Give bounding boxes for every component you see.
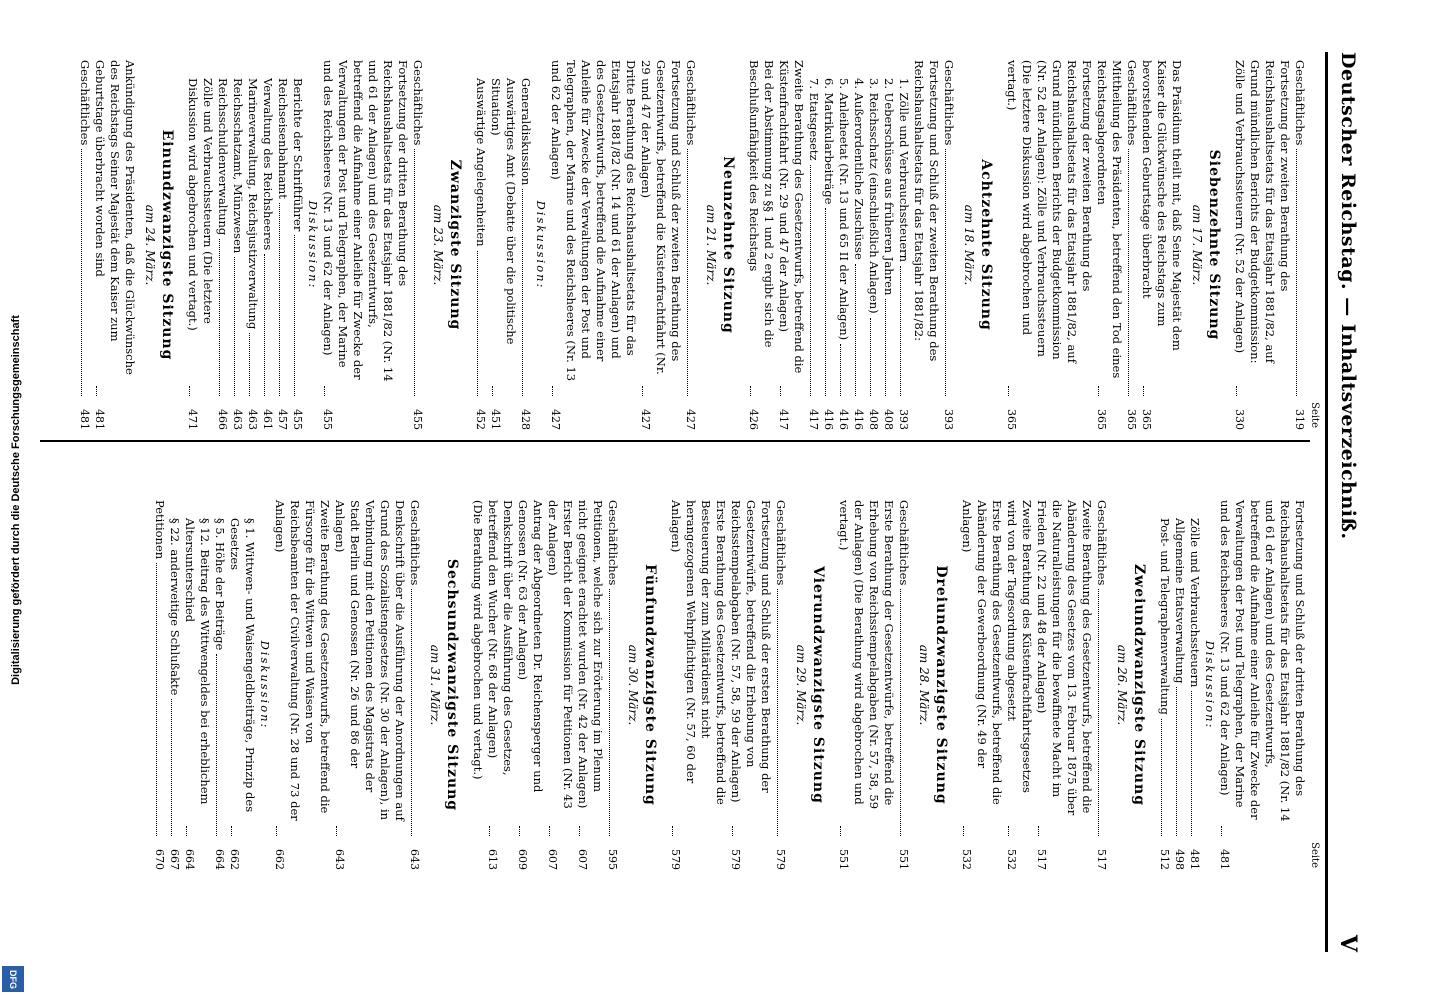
- toc-page-number: 393: [942, 409, 955, 430]
- session-date: am 23. März.: [431, 204, 445, 286]
- toc-entry: [245, 60, 260, 430]
- leader-dots: [276, 826, 277, 836]
- leader-dots: [189, 386, 190, 396]
- toc-entry-text: Zweite Berathung des Gesetzentwurfs, betreffend die Abänderung des Gesetzes vom 13. Februar 1875 über die Naturalleistungen für die bewaffnete Macht im Frieden (Nr. 22 und 48 der Anlagen): [1035, 500, 1094, 816]
- toc-entry: [533, 60, 548, 430]
- toc-page-number: 498: [1173, 849, 1186, 870]
- toc-page-number: 643: [333, 849, 346, 870]
- session-heading: [428, 500, 460, 870]
- toc-entry: [488, 60, 518, 430]
- toc-entry: [272, 500, 332, 870]
- toc-entry-text: Fortsetzung und Schluß der zweiten Berathung des Reichshaushaltsetats für das Etatsjahr 1881/82:: [912, 60, 941, 362]
- toc-entry: [227, 500, 257, 870]
- toc-entry: [806, 60, 821, 430]
- toc-entry-text: Zweite Berathung des Gesetzentwurfs, betreffend die Küstenfrachtfahrt (Nr. 29 und 47 der Anlagen): [777, 60, 806, 374]
- page-header: [1328, 52, 1368, 952]
- leader-dots: [1161, 719, 1162, 836]
- toc-page-number: 461: [261, 409, 274, 430]
- toc-entry: [332, 500, 407, 870]
- toc-page-number: 452: [474, 409, 487, 430]
- leader-dots: [216, 654, 217, 836]
- toc-page-number: 643: [408, 849, 421, 870]
- toc-entry: [320, 60, 410, 430]
- leader-dots: [492, 386, 493, 396]
- toc-entry: [473, 60, 488, 430]
- toc-page-number: 408: [867, 409, 880, 430]
- leader-dots: [552, 386, 553, 396]
- leader-dots: [1296, 149, 1297, 396]
- toc-page-number: 481: [78, 409, 91, 430]
- toc-entry: [575, 500, 605, 870]
- leader-dots: [642, 386, 643, 396]
- toc-entry-text: Geschäftliches: [78, 60, 92, 146]
- toc-entry: [182, 500, 212, 870]
- toc-entry-text: Antrag der Abgeordneten Dr. Reichensperger und Genossen (Nr. 63 der Anlagen): [516, 500, 545, 793]
- session-date: am 31. März.: [428, 644, 442, 726]
- toc-entry: [1034, 500, 1094, 870]
- header-title: Deutscher Reichstag. — Inhaltsverzeichniß.: [1337, 52, 1359, 540]
- toc-entry: [485, 500, 515, 870]
- toc-entry-text: Fortsetzung und Schluß der zweiten Berathung des Gesetzentwurfs, betreffend die Küstenfrachtfahrt (Nr. 29 und 47 der Anlagen): [639, 60, 683, 375]
- toc-entry: [1004, 60, 1094, 430]
- session-heading: [431, 60, 463, 430]
- toc-entry: [668, 500, 728, 870]
- toc-entry: [959, 500, 1004, 870]
- session-heading: [704, 60, 736, 430]
- toc-entry: [407, 500, 422, 870]
- session-date: am 21. März.: [704, 204, 718, 286]
- toc-entry-text: Geschäftliches: [897, 500, 911, 586]
- toc-entry: [92, 60, 137, 430]
- toc-page-number: 466: [216, 409, 229, 430]
- session-heading: [1190, 60, 1222, 430]
- toc-entry-text: Zölle und Verbrauchssteuern: [1188, 518, 1202, 688]
- toc-page-number: 667: [168, 849, 181, 870]
- leader-dots: [1098, 589, 1099, 836]
- toc-entry: [185, 60, 215, 430]
- toc-page-number: 551: [837, 849, 850, 870]
- toc-page-number: 670: [153, 849, 166, 870]
- toc-entry-text: Reichsschatzamt, Münzwesen: [231, 78, 245, 254]
- toc-entry-text: Geschäftliches: [684, 60, 698, 146]
- toc-entry: [1124, 60, 1139, 430]
- leader-dots: [750, 386, 751, 396]
- toc-page-number: 579: [774, 849, 787, 870]
- right-column: [152, 500, 1320, 870]
- toc-entry: [896, 60, 911, 430]
- toc-page-number: 365: [1095, 409, 1108, 430]
- toc-entry-text: Petitionen, welche sich zur Erörterung im Plenum nicht geeignet erachtet wurden (Nr. 42 der Anlagen): [576, 500, 605, 809]
- leader-dots: [519, 826, 520, 836]
- session-title: Siebenzehnte Sitzung: [1206, 149, 1222, 341]
- toc-entry-text: Ankündigung des Präsidenten, daß die Glückwünsche des Reichstags Seiner Majestät dem Kaiser zum Geburtstage überbracht worden sind: [93, 60, 137, 375]
- toc-page-number: 595: [606, 849, 619, 870]
- toc-entry: [1232, 60, 1292, 430]
- toc-entry-text: Marineverwaltung, Reichsjustizverwaltung: [246, 78, 260, 330]
- toc-page-number: 463: [231, 409, 244, 430]
- toc-page-number: 512: [1158, 849, 1171, 870]
- toc-entry-text: § 1. Wittwen- und Waisengeldbeiträge, Prinzip des Gesetzes: [228, 518, 257, 813]
- session-title: Achtzehnte Sitzung: [978, 159, 994, 331]
- toc-entry-text: Diskussion:: [306, 200, 320, 290]
- toc-entry: [683, 60, 698, 430]
- toc-entry-text: Fortsetzung und Schluß der ersten Berathung der Gesetzentwürfe, betreffend die Erhebung von Reichsstempelabgaben (Nr. 57, 58, 59 der Anlagen): [729, 500, 773, 803]
- leader-dots: [609, 589, 610, 836]
- toc-page-number: 664: [183, 849, 196, 870]
- toc-page-number: 609: [516, 849, 529, 870]
- toc-entry: [776, 60, 806, 430]
- toc-page-number: 365: [1125, 409, 1138, 430]
- leader-dots: [672, 826, 673, 836]
- toc-entry: [836, 60, 851, 430]
- toc-entry: [728, 500, 773, 870]
- toc-entry: [1004, 500, 1034, 870]
- leader-dots: [1143, 386, 1144, 396]
- toc-entry-text: 1. Zölle und Verbrauchssteuern: [897, 78, 911, 263]
- toc-entry-text: Fortsetzung der zweiten Berathung des Reichshaushaltsetats für das Etatsjahr 1881/82, auf Grund mündlichen Berichts der Budgetkommission (Nr. 52 der Anlagen): Zölle und Verbrauchssteuern (Die letztere Diskussion wird abgebrochen und vertagt.): [1005, 60, 1094, 363]
- toc-entry: [167, 500, 182, 870]
- toc-entry-text: Reichseisenbahnamt: [276, 78, 290, 199]
- toc-page-number: 579: [729, 849, 742, 870]
- toc-entry: [275, 60, 290, 430]
- leader-dots: [963, 826, 964, 836]
- toc-page-number: 517: [1035, 849, 1048, 870]
- header-page-number: V: [1335, 934, 1361, 952]
- leader-dots: [156, 563, 157, 836]
- leader-dots: [96, 386, 97, 396]
- seite-label: Seite: [1309, 402, 1320, 428]
- toc-entry-text: Diskussion:: [1203, 640, 1217, 730]
- leader-dots: [336, 826, 337, 836]
- toc-page-number: 408: [882, 409, 895, 430]
- session-heading: [794, 500, 826, 870]
- toc-page-number: 455: [411, 409, 424, 430]
- toc-entry: [260, 60, 275, 430]
- leader-dots: [885, 299, 886, 396]
- toc-page-number: 428: [519, 409, 532, 430]
- toc-page-number: 426: [747, 409, 760, 430]
- leader-dots: [1221, 826, 1222, 836]
- leader-dots: [780, 386, 781, 396]
- toc-page-number: 532: [960, 849, 973, 870]
- session-title: Zweiundzwanzigste Sitzung: [1131, 563, 1147, 807]
- leader-dots: [324, 386, 325, 396]
- toc-entry-text: Geschäftliches: [606, 500, 620, 586]
- toc-page-number: 427: [639, 409, 652, 430]
- toc-entry: [1187, 500, 1202, 870]
- toc-entry-text: Geschäftliches: [774, 500, 788, 586]
- toc-entry-text: Denkschrift über die Ausführung der Anordnungen auf Grund des Sozialistengesetzes (Nr. 30 der Anlagen), in Verbindung mit den Petitionen des Magistrats der Stadt Berlin und Genossen (Nr. 26 und 86 der Anlagen): [333, 500, 407, 821]
- leader-dots: [1098, 386, 1099, 396]
- leader-dots: [411, 589, 412, 836]
- toc-entry-text: § 5. Höhe der Beiträge: [213, 518, 227, 651]
- toc-page-number: 481: [1188, 849, 1201, 870]
- leader-dots: [900, 266, 901, 396]
- footer-text: Digitalisierung gefördert durch die Deutsche Forschungsgemeinschaft: [10, 315, 23, 685]
- toc-entry: [881, 60, 896, 430]
- toc-entry-text: 2. Ueberschüsse aus früheren Jahren: [882, 78, 896, 296]
- toc-page-number: 551: [897, 849, 910, 870]
- toc-entry-text: 6. Matrikularbeiträge: [822, 78, 836, 205]
- leader-dots: [219, 239, 220, 396]
- toc-page-number: 416: [837, 409, 850, 430]
- toc-entry-text: Zweite Berathung des Gesetzentwurfs, betreffend die Fürsorge für die Wittwen und Waisen von Reichsbeamten der Civilverwaltung (Nr. 28 und 73 der Anlagen): [273, 500, 332, 821]
- toc-entry-text: Fortsetzung der dritten Berathung des Reichshaushaltsetats für das Etatsjahr 1881/82 (Nr. 14 und 61 der Anlagen) und des Gesetzentwurfs, betreffend die Aufnahme einer Anleihe für Zwecke der Verwaltungen der Post und Telegraphen, der Marine und des Reichsheeres (Nr. 13 und 62 der Anlagen): [321, 60, 410, 382]
- toc-page-number: 471: [186, 409, 199, 430]
- toc-entry: [911, 60, 941, 430]
- toc-entry: [215, 60, 230, 430]
- toc-entry-text: Geschäftliches: [1095, 500, 1109, 586]
- leader-dots: [231, 826, 232, 836]
- leader-dots: [825, 208, 826, 396]
- leader-dots: [522, 189, 523, 396]
- session-date: am 28. März.: [917, 644, 931, 726]
- toc-page-number: 662: [228, 849, 241, 870]
- toc-page-number: 579: [669, 849, 682, 870]
- toc-page-number: 607: [576, 849, 589, 870]
- toc-entry: [866, 60, 881, 430]
- toc-entry: [1172, 500, 1187, 870]
- leader-dots: [840, 344, 841, 396]
- toc-page-number: 607: [546, 849, 559, 870]
- column-divider: [40, 440, 1310, 442]
- toc-entry-text: Berichte der Schriftführer: [291, 78, 305, 232]
- toc-entry: [1157, 500, 1172, 870]
- toc-page-number: 517: [1095, 849, 1108, 870]
- toc-page-number: 330: [1233, 409, 1246, 430]
- toc-entry: [518, 60, 533, 430]
- session-heading: [626, 500, 658, 870]
- leader-dots: [489, 826, 490, 836]
- leader-dots: [264, 254, 265, 396]
- toc-entry-text: Diskussion:: [258, 640, 272, 730]
- toc-entry: [1094, 60, 1124, 430]
- leader-dots: [1176, 687, 1177, 836]
- session-date: am 30. März.: [626, 644, 640, 726]
- toc-entry: [1094, 500, 1109, 870]
- session-date: am 26. März.: [1115, 644, 1129, 726]
- leader-dots: [1128, 149, 1129, 396]
- session-date: am 17. März.: [1190, 204, 1204, 286]
- toc-entry-text: Reichsschuldenverwaltung: [216, 78, 230, 236]
- toc-entry: [470, 500, 485, 870]
- toc-entry: [410, 60, 425, 430]
- toc-entry: [851, 60, 866, 430]
- toc-entry-text: (Die Berathung wird abgebrochen und vertagt.): [471, 500, 485, 780]
- toc-page-number: 416: [852, 409, 865, 430]
- toc-entry-text: Zölle und Verbrauchssteuern (Die letztere Diskussion wird abgebrochen und vertagt.): [186, 78, 215, 331]
- session-heading: [143, 60, 175, 430]
- session-date: am 24. März.: [143, 204, 157, 286]
- toc-entry-text: Geschäftliches: [408, 500, 422, 586]
- toc-entry-text: Fortsetzung und Schluß der dritten Berathung des Reichshaushaltsetats für das Etatsjahr 1881/82 (Nr. 14 und 61 der Anlagen) und des Gesetzentwurfs, betreffend die Aufnahme einer Anleihe für Zwecke der Verwaltungen der Post und Telegraphen, der Marine und des Reichsheeres (Nr. 13 und 62 der Anlagen): [1218, 500, 1307, 822]
- leader-dots: [549, 826, 550, 836]
- toc-page-number: 427: [684, 409, 697, 430]
- session-title: Zwanzigste Sitzung: [447, 159, 463, 331]
- leader-dots: [1008, 826, 1009, 836]
- toc-entry-text: Generaldiskussion: [519, 78, 533, 186]
- toc-entry: [605, 500, 620, 870]
- toc-entry: [290, 60, 305, 430]
- session-title: Sechsundzwanzigste Sitzung: [444, 558, 460, 812]
- toc-entry-text: 7. Etatsgesetz: [807, 78, 821, 161]
- toc-entry-text: 3. Reichsschatz (einschließlich Anlagen): [867, 78, 881, 314]
- leader-dots: [234, 257, 235, 396]
- toc-entry-text: Allgemeine Etatsverwaltung: [1173, 518, 1187, 684]
- toc-page-number: 416: [822, 409, 835, 430]
- toc-entry: [638, 60, 683, 430]
- toc-entry-text: Post- und Telegraphenverwaltung: [1158, 518, 1172, 715]
- toc-entry-text: § 22. anderweitige Schlußakte: [168, 518, 182, 696]
- leader-dots: [810, 165, 811, 396]
- toc-entry-text: Geschäftliches: [942, 60, 956, 146]
- toc-entry: [896, 500, 911, 870]
- leader-dots: [414, 149, 415, 396]
- session-title: Vierundzwanzigste Sitzung: [810, 566, 826, 804]
- toc-page-number: 662: [273, 849, 286, 870]
- session-title: Einundzwanzigste Sitzung: [159, 129, 175, 361]
- toc-page-number: 319: [1293, 409, 1306, 430]
- toc-page-number: 481: [93, 409, 106, 430]
- session-title: Fünfundzwanzigste Sitzung: [642, 564, 658, 806]
- session-date: am 29. März.: [794, 644, 808, 726]
- toc-entry: [515, 500, 545, 870]
- toc-entry-text: Mittheilung des Präsidenten, betreffend den Tod eines Reichstagsabgeordneten: [1095, 60, 1124, 379]
- rotated-document-page: [20, 0, 1380, 1000]
- toc-entry-text: Erste Berathung des Gesetzentwurfs, betreffend die Besteuerung der zum Militärdienst nicht herangezogenen Wehrpflichtigen (Nr. 57, 60 der Anlagen): [669, 500, 728, 805]
- toc-entry-text: Geschäftliches: [411, 60, 425, 146]
- toc-entry: [1217, 500, 1307, 870]
- leader-dots: [249, 333, 250, 396]
- toc-page-number: 457: [276, 409, 289, 430]
- toc-page-number: 664: [213, 849, 226, 870]
- toc-entry: [548, 60, 638, 430]
- toc-page-number: 417: [777, 409, 790, 430]
- toc-entry: [77, 60, 92, 430]
- leader-dots: [1236, 386, 1237, 396]
- toc-entry-text: Geschäftliches: [1293, 60, 1307, 146]
- toc-entry-text: 4. Außerordentliche Zuschüsse: [852, 78, 866, 260]
- toc-page-number: 481: [1218, 849, 1231, 870]
- leader-dots: [171, 699, 172, 836]
- toc-entry: [941, 60, 956, 430]
- leader-dots: [687, 149, 688, 396]
- leader-dots: [81, 149, 82, 396]
- toc-entry-text: Erste Berathung des Gesetzentwurfs, betreffend die Abänderung der Gewerbeordnung (Nr. 49 der Anlagen): [960, 500, 1004, 805]
- header-rule: [1325, 52, 1328, 952]
- session-date: am 18. März.: [962, 204, 976, 286]
- footer-strip: [8, 0, 24, 1000]
- toc-page-number: 463: [246, 409, 259, 430]
- toc-entry-text: § 12. Beitrag des Wittwengeldes bei erheblichem Altersunterschied: [183, 518, 212, 805]
- toc-entry: [212, 500, 227, 870]
- leader-dots: [477, 251, 478, 396]
- toc-page-number: 532: [1005, 849, 1018, 870]
- toc-entry: [230, 60, 245, 430]
- toc-entry-text: Denkschrift über die Ausführung des Gesetzes, betreffend den Wucher (Nr. 68 der Anlagen): [486, 500, 515, 776]
- toc-entry-text: Dritte Berathung des Reichshaushaltsetats für das Etatsjahr 1881/82 (Nr. 14 und 61 der Anlagen) und des Gesetzentwurfs, betreffend die Aufnahme einer Anleihe für Zwecke der Verwaltungen der Post und Telegraphen, der Marine und des Reichsheeres (Nr. 13 und 62 der Anlagen): [549, 60, 638, 382]
- toc-entry: [836, 500, 896, 870]
- session-heading: [962, 60, 994, 430]
- toc-entry-text: Zweite Berathung des Küstenfrachtfahrtsgesetzes wird von der Tagesordnung abgesetzt: [1005, 500, 1034, 793]
- dfg-logo: DFG: [2, 966, 24, 992]
- session-heading: [1115, 500, 1147, 870]
- toc-entry: [152, 500, 167, 870]
- leader-dots: [186, 826, 187, 836]
- toc-entry: [545, 500, 575, 870]
- toc-page-number: 393: [897, 409, 910, 430]
- toc-entry-text: Geschäftliches: [1125, 60, 1139, 146]
- toc-page-number: 451: [489, 409, 502, 430]
- toc-entry-text: Erster Bericht der Kommission für Petitionen (Nr. 43 der Anlagen): [546, 500, 575, 809]
- leader-dots: [870, 318, 871, 396]
- toc-entry: [257, 500, 272, 870]
- toc-entry: [1139, 60, 1184, 430]
- toc-entry: [773, 500, 788, 870]
- session-title: Dreiundzwanzigste Sitzung: [933, 565, 949, 805]
- leader-dots: [732, 826, 733, 836]
- leader-dots: [945, 149, 946, 396]
- leader-dots: [579, 826, 580, 836]
- leader-dots: [294, 235, 295, 396]
- toc-entry-text: Bei der Abstimmung zu §§ 1 und 2 ergibt sich die Beschlußunfähigkeit des Reichstags: [747, 60, 776, 348]
- toc-page-number: 365: [1140, 409, 1153, 430]
- toc-entry-text: Erste Berathung der Gesetzentwürfe, betreffend die Erhebung von Reichsstempelabgaben (Nr. 57, 58, 59 der Anlagen) (Die Berathung wird abgebrochen und vertagt.): [837, 500, 896, 810]
- toc-entry-text: Das Präsidium theilt mit, daß Seine Majestät dem Kaiser die Glückwünsche des Reichstags zum bevorstehenden Geburtstage überbracht: [1140, 60, 1184, 351]
- toc-page-number: 455: [291, 409, 304, 430]
- toc-entry-text: Auswärtiges Amt (Debatte über die politische Situation): [489, 78, 518, 345]
- session-title: Neunzehnte Sitzung: [720, 156, 736, 334]
- leader-dots: [777, 589, 778, 836]
- toc-entry: [1202, 500, 1217, 870]
- left-column: [77, 60, 1320, 430]
- leader-dots: [900, 589, 901, 836]
- leader-dots: [855, 264, 856, 396]
- toc-entry: [305, 60, 320, 430]
- leader-dots: [1191, 691, 1192, 836]
- leader-dots: [279, 203, 280, 396]
- leader-dots: [1038, 826, 1039, 836]
- toc-entry-text: 5. Anleiheetat (Nr. 13 und 65 II der Anlagen): [837, 78, 851, 341]
- toc-entry: [746, 60, 776, 430]
- toc-entry: [1292, 60, 1307, 430]
- toc-page-number: 365: [1005, 409, 1018, 430]
- toc-entry-text: Verwaltung des Reichsheeres: [261, 78, 275, 251]
- toc-entry-text: Auswärtige Angelegenheiten: [474, 78, 488, 247]
- leader-dots: [1008, 386, 1009, 396]
- toc-page-number: 613: [486, 849, 499, 870]
- leader-dots: [840, 826, 841, 836]
- session-heading: [917, 500, 949, 870]
- toc-page-number: 427: [549, 409, 562, 430]
- toc-entry-text: Diskussion:: [534, 200, 548, 290]
- seite-label: Seite: [1309, 842, 1320, 868]
- toc-page-number: 455: [321, 409, 334, 430]
- toc-entry-text: Fortsetzung der zweiten Berathung des Reichshaushaltsetats für das Etatsjahr 1881/82, auf Grund mündlichen Berichts der Budgetkommission: Zölle und Verbrauchssteuern (Nr. 52 der Anlagen): [1233, 60, 1292, 364]
- toc-entry: [821, 60, 836, 430]
- toc-entry-text: Petitionen: [153, 500, 167, 560]
- toc-page-number: 417: [807, 409, 820, 430]
